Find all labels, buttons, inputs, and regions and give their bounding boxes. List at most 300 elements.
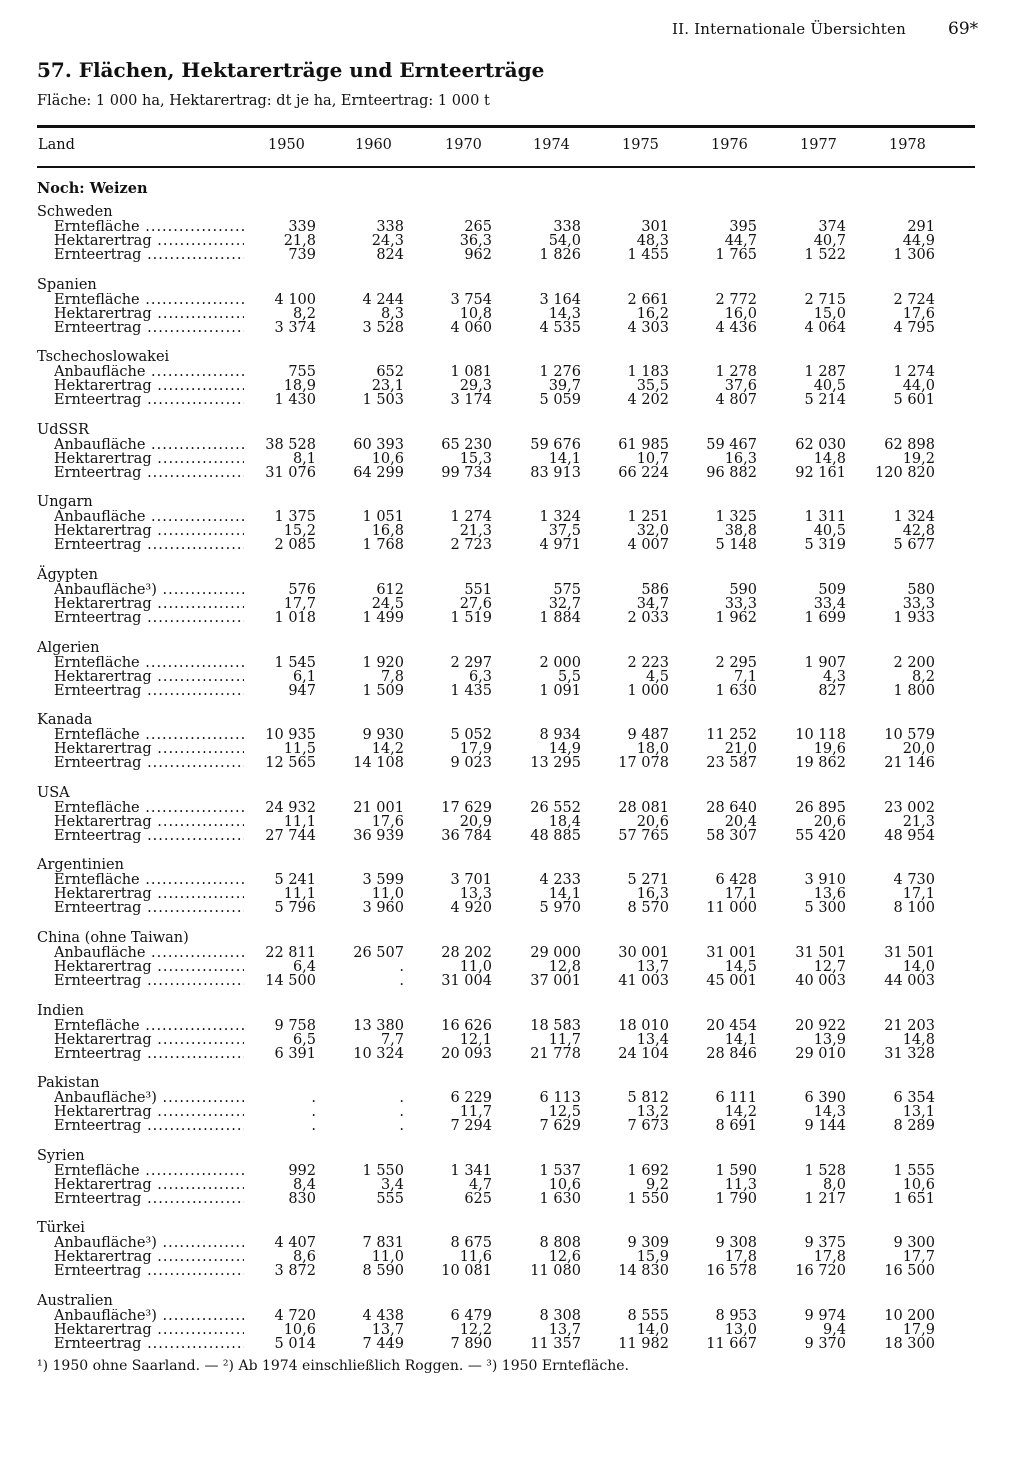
table-cell: 1 545 [274, 654, 316, 671]
table-cell: 1 435 [450, 682, 492, 699]
table-cell: 4 720 [274, 1307, 316, 1324]
row-label: Erntefläche ..... [54, 656, 244, 671]
table-cell: 8 555 [627, 1307, 669, 1324]
table-cell: 11,3 [724, 1176, 757, 1193]
table-cell: 8,2 [292, 305, 316, 322]
table-cell: 1 550 [627, 1190, 669, 1207]
table-cell: 14,0 [636, 1321, 669, 1338]
table-cell: 20 922 [795, 1017, 846, 1034]
table-cell: 8 289 [893, 1118, 935, 1135]
row-label: Erntefläche ..... [54, 1164, 244, 1179]
table-cell: 11 357 [530, 1335, 581, 1352]
table-cell: . [399, 1104, 404, 1121]
table-cell: 3 872 [274, 1263, 316, 1280]
table-cell: 26 507 [353, 944, 404, 961]
table-cell: 1 699 [804, 609, 846, 626]
table-cell: 9 300 [893, 1235, 935, 1252]
table-cell: 2 033 [627, 609, 669, 626]
country-block [0, 350, 1024, 423]
table-cell: 10 118 [795, 727, 846, 744]
row-label: Hektarertrag ..... [54, 1033, 244, 1048]
table-cell: 13,7 [548, 1321, 581, 1338]
table-cell: 9,4 [822, 1321, 846, 1338]
country-block [0, 568, 1024, 641]
table-cell: 3 374 [274, 319, 316, 336]
row-label: Erntefläche ..... [54, 728, 244, 743]
table-cell: 83 913 [530, 464, 581, 481]
table-row [0, 1309, 1024, 1324]
table-cell: 5 300 [804, 900, 846, 917]
row-label: Anbaufläche ..... [54, 365, 244, 380]
table-cell: 37,5 [548, 523, 581, 540]
header-rule [37, 166, 975, 168]
table-cell: 1 000 [627, 682, 669, 699]
table-cell: 11 000 [706, 900, 757, 917]
table-cell: 9,2 [645, 1176, 669, 1193]
table-cell: 7,8 [380, 668, 404, 685]
table-cell: 19 862 [795, 755, 846, 772]
column-header-year: 1960 [355, 137, 392, 153]
table-cell: 12,1 [459, 1031, 492, 1048]
row-label: Hektarertrag ..... [54, 1105, 244, 1120]
table-cell: 11,7 [548, 1031, 581, 1048]
table-cell: 575 [553, 581, 581, 598]
table-row [0, 1105, 1024, 1120]
table-cell: 8,3 [380, 305, 404, 322]
table-row [0, 321, 1024, 336]
table-cell: 20,6 [636, 813, 669, 830]
table-cell: 4 535 [539, 319, 581, 336]
country-block [0, 1221, 1024, 1294]
table-cell: 1 790 [715, 1190, 757, 1207]
country-name: Syrien [37, 1147, 85, 1164]
table-cell: 1 311 [804, 509, 846, 526]
table-cell: 1 183 [627, 364, 669, 381]
table-cell: 339 [288, 219, 316, 235]
table-cell: 21 146 [884, 755, 935, 772]
table-cell: 1 907 [804, 654, 846, 671]
table-cell: 8 953 [715, 1307, 757, 1324]
row-label: Hektarertrag ..... [54, 742, 244, 757]
table-row [0, 365, 1024, 380]
table-cell: 6 428 [715, 872, 757, 889]
table-cell: 26 895 [795, 799, 846, 816]
table-cell: 39,7 [548, 378, 581, 395]
table-cell: 17,8 [813, 1249, 846, 1266]
table-row [0, 946, 1024, 961]
table-cell: 1 537 [539, 1162, 581, 1179]
table-cell: 10,6 [902, 1176, 935, 1193]
table-cell: 44,9 [902, 233, 935, 249]
table-cell: 20,0 [902, 741, 935, 758]
country-block [0, 641, 1024, 714]
table-cell: 7 629 [539, 1118, 581, 1135]
table-cell: 4 807 [715, 392, 757, 409]
table-cell: 28 202 [441, 944, 492, 961]
table-cell: 1 499 [362, 609, 404, 626]
table-cell: 9 487 [627, 727, 669, 744]
table-cell: 5 812 [627, 1090, 669, 1107]
table-cell: 13,9 [813, 1031, 846, 1048]
footnote: ¹) 1950 ohne Saarland. — ²) Ab 1974 einschließlich Roggen. — ³) 1950 Erntefläche. [37, 1358, 629, 1374]
table-row [0, 466, 1024, 481]
table-cell: 16 626 [441, 1017, 492, 1034]
table-cell: 31 501 [884, 944, 935, 961]
table-row [0, 742, 1024, 757]
table-cell: 338 [376, 219, 404, 235]
table-cell: 21 001 [353, 799, 404, 816]
page-number: 69* [948, 19, 979, 39]
top-rule [37, 125, 975, 128]
table-cell: 10,6 [548, 1176, 581, 1193]
table-cell: 14,8 [813, 450, 846, 467]
table-cell: 28 846 [706, 1045, 757, 1062]
table-cell: 739 [288, 247, 316, 263]
table-cell: 1 430 [274, 392, 316, 409]
table-cell: 6 479 [450, 1307, 492, 1324]
table-cell: 32,7 [548, 595, 581, 612]
table-cell: . [399, 972, 404, 989]
table-cell: 11,0 [371, 886, 404, 903]
table-cell: 55 420 [795, 827, 846, 844]
table-cell: 13,3 [459, 886, 492, 903]
table-cell: 4 202 [627, 392, 669, 409]
running-head: II. Internationale Übersichten [672, 20, 906, 38]
table-cell: 21,8 [283, 233, 316, 249]
table-cell: 827 [818, 682, 846, 699]
table-cell: 590 [729, 581, 757, 598]
table-row [0, 524, 1024, 539]
table-cell: 33,3 [902, 595, 935, 612]
table-cell: 551 [464, 581, 492, 598]
table-cell: 2 000 [539, 654, 581, 671]
table-cell: 2 715 [804, 291, 846, 308]
table-row [0, 611, 1024, 626]
table-cell: 23,1 [371, 378, 404, 395]
table-cell: 1 590 [715, 1162, 757, 1179]
table-cell: 1 800 [893, 682, 935, 699]
table-cell: 1 091 [539, 682, 581, 699]
table-cell: 4 407 [274, 1235, 316, 1252]
table-cell: 4 244 [362, 291, 404, 308]
row-label: Hektarertrag ..... [54, 1250, 244, 1265]
country-block [0, 1294, 1024, 1367]
table-cell: 120 820 [875, 464, 935, 481]
table-cell: 18,0 [636, 741, 669, 758]
table-cell: 9 144 [804, 1118, 846, 1135]
table-cell: 29,3 [459, 378, 492, 395]
table-row [0, 801, 1024, 816]
row-label: Ernteertrag ..... [54, 538, 244, 553]
row-label: Hektarertrag ..... [54, 960, 244, 975]
table-cell: 2 661 [627, 291, 669, 308]
table-cell: 625 [464, 1190, 492, 1207]
table-cell: 4 971 [539, 537, 581, 554]
table-cell: 5 052 [450, 727, 492, 744]
row-label: Ernteertrag ..... [54, 466, 244, 481]
table-cell: 5 677 [893, 537, 935, 554]
table-row [0, 974, 1024, 989]
table-cell: 16 720 [795, 1263, 846, 1280]
column-header-year: 1978 [889, 137, 926, 153]
table-cell: 947 [288, 682, 316, 699]
table-cell: 1 018 [274, 609, 316, 626]
table-cell: 17,8 [724, 1249, 757, 1266]
table-cell: 17,1 [724, 886, 757, 903]
row-label: Hektarertrag ..... [54, 670, 244, 685]
table-cell: 12 565 [265, 755, 316, 772]
table-cell: 1 765 [715, 247, 757, 263]
table-cell: 57 765 [618, 827, 669, 844]
table-cell: 26 552 [530, 799, 581, 816]
row-label: Ernteertrag ..... [54, 829, 244, 844]
table-cell: 40,5 [813, 523, 846, 540]
table-cell: 6 390 [804, 1090, 846, 1107]
table-cell: 7,7 [380, 1031, 404, 1048]
table-row [0, 510, 1024, 525]
table-cell: 11,7 [459, 1104, 492, 1121]
column-header-year: 1976 [711, 137, 748, 153]
table-cell: 7 890 [450, 1335, 492, 1352]
table-cell: 2 772 [715, 291, 757, 308]
table-cell: 374 [818, 219, 846, 235]
row-label: Anbaufläche³) ..... [54, 1236, 244, 1251]
row-label: Erntefläche ..... [54, 801, 244, 816]
country-name: Ungarn [37, 494, 93, 511]
table-cell: 18,4 [548, 813, 581, 830]
table-cell: 16 578 [706, 1263, 757, 1280]
table-row [0, 1178, 1024, 1193]
table-row [0, 684, 1024, 699]
table-cell: 11 667 [706, 1335, 757, 1352]
table-cell: 612 [376, 581, 404, 598]
table-cell: 20 454 [706, 1017, 757, 1034]
table-cell: 586 [641, 581, 669, 598]
table-cell: 3 164 [539, 291, 581, 308]
country-name: Kanada [37, 712, 93, 729]
table-cell: 12,7 [813, 958, 846, 975]
table-cell: 1 375 [274, 509, 316, 526]
table-cell: 18 010 [618, 1017, 669, 1034]
table-cell: 17 078 [618, 755, 669, 772]
table-cell: 17 629 [441, 799, 492, 816]
table-cell: 54,0 [548, 233, 581, 249]
table-row [0, 1250, 1024, 1265]
row-label: Ernteertrag ..... [54, 321, 244, 336]
table-cell: 14,0 [902, 958, 935, 975]
table-cell: 14,3 [813, 1104, 846, 1121]
row-label: Erntefläche ..... [54, 220, 244, 235]
table-cell: 3 528 [362, 319, 404, 336]
table-cell: 36,3 [459, 233, 492, 249]
table-cell: 11,0 [459, 958, 492, 975]
table-cell: 1 287 [804, 364, 846, 381]
row-label: Ernteertrag ..... [54, 1119, 244, 1134]
table-cell: 24,3 [371, 233, 404, 249]
table-cell: 31 328 [884, 1045, 935, 1062]
table-cell: 576 [288, 581, 316, 598]
table-cell: 41 003 [618, 972, 669, 989]
table-cell: 8 570 [627, 900, 669, 917]
table-cell: 16,3 [636, 886, 669, 903]
table-cell: 13,1 [902, 1104, 935, 1121]
row-label: Anbaufläche³) ..... [54, 1309, 244, 1324]
table-cell: 6 113 [539, 1090, 581, 1107]
table-cell: 1 884 [539, 609, 581, 626]
table-cell: 14,1 [548, 450, 581, 467]
table-cell: 21 203 [884, 1017, 935, 1034]
table-cell: 1 528 [804, 1162, 846, 1179]
table-cell: 92 161 [795, 464, 846, 481]
table-cell: 11,1 [283, 886, 316, 903]
country-block [0, 423, 1024, 496]
row-label: Ernteertrag ..... [54, 901, 244, 916]
table-title: 57. Flächen, Hektarerträge und Ernteerträge [37, 58, 545, 82]
table-cell: 11,0 [371, 1249, 404, 1266]
table-cell: 5 601 [893, 392, 935, 409]
table-cell: 21,0 [724, 741, 757, 758]
table-cell: 11 080 [530, 1263, 581, 1280]
country-name: Ägypten [37, 566, 98, 583]
table-cell: 4 920 [450, 900, 492, 917]
table-cell: 5 319 [804, 537, 846, 554]
table-cell: 580 [907, 581, 935, 598]
table-cell: 5 059 [539, 392, 581, 409]
table-cell: 4,3 [822, 668, 846, 685]
table-cell: 6 391 [274, 1045, 316, 1062]
table-cell: 37 001 [530, 972, 581, 989]
table-cell: 1 555 [893, 1162, 935, 1179]
table-cell: 62 898 [884, 436, 935, 453]
table-cell: 23 587 [706, 755, 757, 772]
table-row [0, 1019, 1024, 1034]
table-cell: 15,9 [636, 1249, 669, 1266]
table-cell: 6 229 [450, 1090, 492, 1107]
row-label: Hektarertrag ..... [54, 524, 244, 539]
table-cell: 3 174 [450, 392, 492, 409]
table-cell: 58 307 [706, 827, 757, 844]
table-cell: 33,4 [813, 595, 846, 612]
country-block [0, 858, 1024, 931]
row-label: Ernteertrag ..... [54, 1337, 244, 1352]
table-cell: 8,6 [292, 1249, 316, 1266]
table-cell: 2 223 [627, 654, 669, 671]
country-name: Pakistan [37, 1075, 100, 1092]
table-cell: 830 [288, 1190, 316, 1207]
table-cell: 4 303 [627, 319, 669, 336]
table-row [0, 1091, 1024, 1106]
table-cell: 4 060 [450, 319, 492, 336]
table-cell: 1 630 [539, 1190, 581, 1207]
table-cell: 8 590 [362, 1263, 404, 1280]
table-cell: 2 297 [450, 654, 492, 671]
table-cell: 29 000 [530, 944, 581, 961]
table-cell: 31 076 [265, 464, 316, 481]
table-cell: 338 [553, 219, 581, 235]
row-label: Ernteertrag ..... [54, 974, 244, 989]
table-cell: 1 274 [893, 364, 935, 381]
table-cell: 14,5 [724, 958, 757, 975]
table-cell: 7 449 [362, 1335, 404, 1352]
table-row [0, 1033, 1024, 1048]
table-cell: . [399, 1090, 404, 1107]
row-label: Anbaufläche ..... [54, 946, 244, 961]
table-cell: 6,4 [292, 958, 316, 975]
table-cell: 4 730 [893, 872, 935, 889]
table-cell: 301 [641, 219, 669, 235]
table-cell: 1 522 [804, 247, 846, 263]
table-cell: 5 148 [715, 537, 757, 554]
table-cell: 4 100 [274, 291, 316, 308]
country-name: Spanien [37, 276, 97, 293]
country-block [0, 1149, 1024, 1222]
table-cell: 18 583 [530, 1017, 581, 1034]
table-cell: 23 002 [884, 799, 935, 816]
table-row [0, 728, 1024, 743]
table-cell: 14,2 [371, 741, 404, 758]
table-cell: 65 230 [441, 436, 492, 453]
column-header-year: 1975 [622, 137, 659, 153]
table-row [0, 1047, 1024, 1062]
table-row [0, 960, 1024, 975]
table-cell: 7,1 [733, 668, 757, 685]
table-row [0, 393, 1024, 408]
table-cell: 24,5 [371, 595, 404, 612]
table-cell: 59 676 [530, 436, 581, 453]
country-block [0, 786, 1024, 859]
table-cell: 1 274 [450, 509, 492, 526]
table-cell: 40,5 [813, 378, 846, 395]
table-cell: 10 935 [265, 727, 316, 744]
row-label: Erntefläche ..... [54, 293, 244, 308]
table-cell: 8,0 [822, 1176, 846, 1193]
table-cell: 12,6 [548, 1249, 581, 1266]
table-row [0, 873, 1024, 888]
table-row [0, 307, 1024, 322]
table-row [0, 1192, 1024, 1207]
country-name: Türkei [37, 1220, 85, 1237]
table-cell: 13 380 [353, 1017, 404, 1034]
table-cell: 1 251 [627, 509, 669, 526]
table-cell: 8,4 [292, 1176, 316, 1193]
table-cell: 4,7 [468, 1176, 492, 1193]
table-cell: 10 579 [884, 727, 935, 744]
table-cell: . [399, 1118, 404, 1135]
table-cell: 14,2 [724, 1104, 757, 1121]
table-cell: 18,9 [283, 378, 316, 395]
table-cell: 48 954 [884, 827, 935, 844]
table-cell: 34,7 [636, 595, 669, 612]
table-cell: 7 673 [627, 1118, 669, 1135]
table-row [0, 901, 1024, 916]
table-cell: 4 795 [893, 319, 935, 336]
row-label: Hektarertrag ..... [54, 307, 244, 322]
table-cell: 1 651 [893, 1190, 935, 1207]
table-cell: 1 217 [804, 1190, 846, 1207]
table-cell: 652 [376, 364, 404, 381]
row-label: Hektarertrag ..... [54, 815, 244, 830]
column-header-year: 1950 [268, 137, 305, 153]
table-cell: 5 214 [804, 392, 846, 409]
table-cell: 17,6 [902, 305, 935, 322]
table-cell: 22 811 [265, 944, 316, 961]
table-cell: 30 001 [618, 944, 669, 961]
table-cell: 16,8 [371, 523, 404, 540]
country-block [0, 1076, 1024, 1149]
table-cell: 19,2 [902, 450, 935, 467]
table-cell: 13,2 [636, 1104, 669, 1121]
table-row [0, 1337, 1024, 1352]
